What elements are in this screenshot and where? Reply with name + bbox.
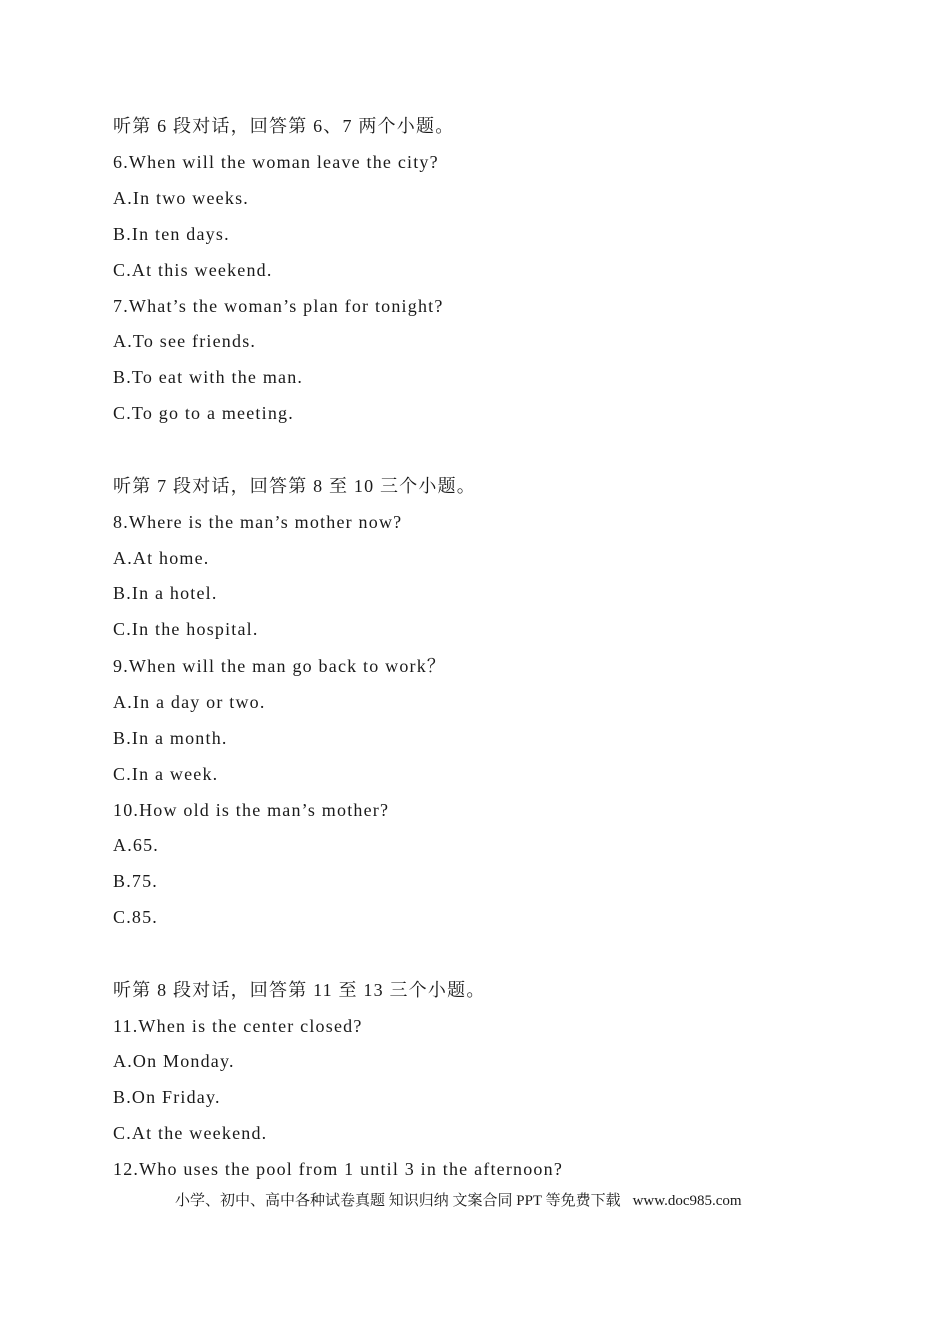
option-text: C.At the weekend. [113,1123,268,1143]
option-text: B.In a month. [113,728,228,748]
option-text: C.At this weekend. [113,260,273,280]
question-text: 6.When will the woman leave the city? [113,152,439,172]
question-text: 10.How old is the man’s mother? [113,800,390,820]
option-text: A.To see friends. [113,331,257,351]
question-text: 7.What’s the woman’s plan for tonight? [113,296,444,316]
footer-url-link[interactable]: www.doc985.com [632,1193,742,1209]
question-text: 11.When is the center closed? [113,1016,363,1036]
option-text: B.75. [113,871,159,891]
option-text: C.In a week. [113,764,219,784]
section-heading: 听第 7 段对话，回答第 8 至 10 三个小题。 [113,476,476,496]
section-heading: 听第 8 段对话，回答第 11 至 13 三个小题。 [113,980,486,1000]
page-footer [175,1191,742,1211]
option-text: B.In a hotel. [113,583,218,603]
option-text: C.In the hospital. [113,619,259,639]
section-heading: 听第 6 段对话，回答第 6、7 两个小题。 [113,116,455,136]
option-text: B.In ten days. [113,224,230,244]
option-text: A.In two weeks. [113,188,249,208]
option-text: B.To eat with the man. [113,367,304,387]
option-text: A.In a day or two. [113,692,266,712]
option-text: C.85. [113,907,159,927]
question-text: 12.Who uses the pool from 1 until 3 in the afternoon? [113,1159,564,1179]
option-text: A.At home. [113,548,210,568]
question-text: 9.When will the man go back to work？ [113,656,447,676]
question-text: 8.Where is the man’s mother now? [113,512,403,532]
option-text: C.To go to a meeting. [113,403,294,423]
option-text: A.65. [113,835,159,855]
option-text: A.On Monday. [113,1051,235,1071]
footer-text: 小学、初中、高中各种试卷真题 知识归纳 文案合同 PPT 等免费下载 [175,1193,621,1209]
option-text: B.On Friday. [113,1087,221,1107]
